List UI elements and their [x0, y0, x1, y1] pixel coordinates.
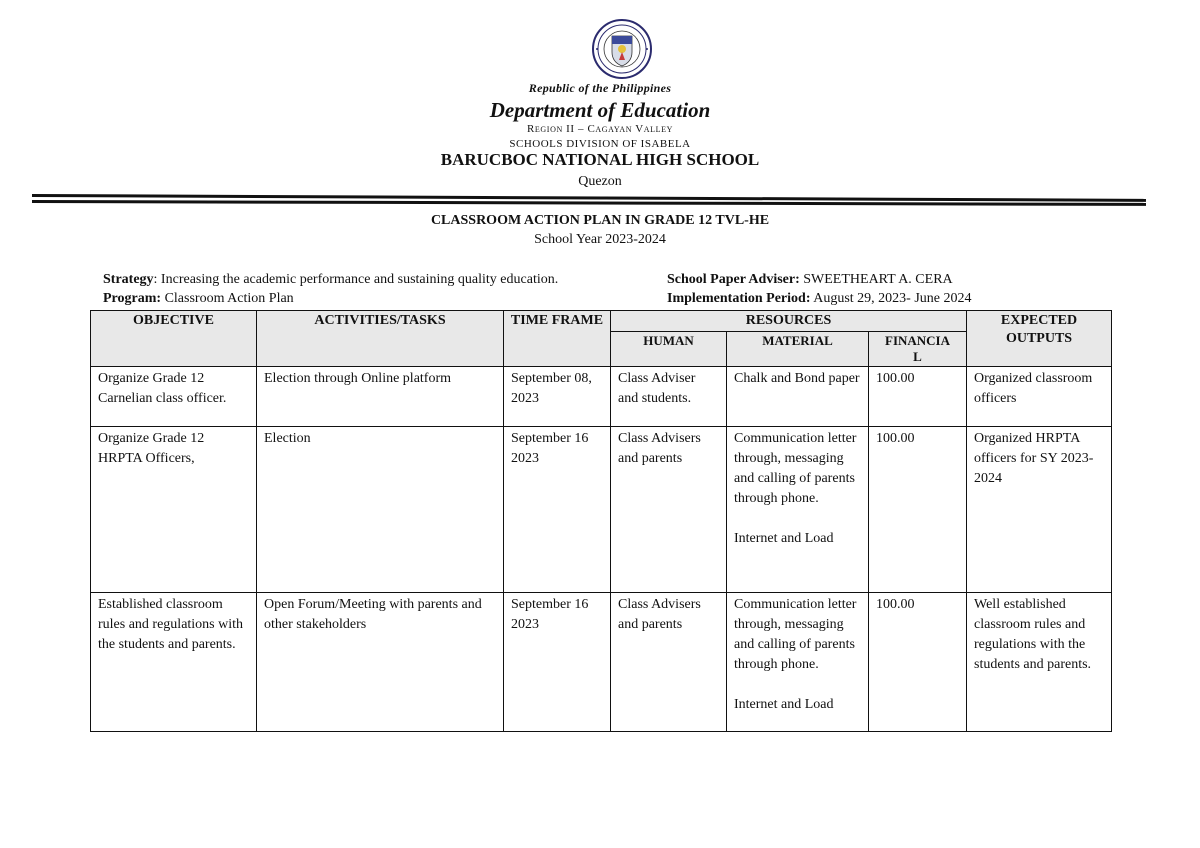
action-plan-table — [90, 310, 1112, 732]
division-heading: SCHOOLS DIVISION OF ISABELA — [509, 138, 691, 150]
cell-material-extra: Internet and Load — [734, 697, 834, 712]
adviser-value: SWEETHEART A. CERA — [799, 272, 953, 287]
deped-seal-logo — [586, 18, 658, 80]
period-value: August 29, 2023- June 2024 — [810, 291, 972, 306]
cell-material-text: Communication letter through, messaging and calling of parents through phone. — [734, 431, 857, 506]
cell-activities: Open Forum/Meeting with parents and other stakeholders — [257, 593, 504, 732]
cell-time-frame: September 16 2023 — [504, 593, 611, 732]
adviser-label: School Paper Adviser: — [667, 272, 800, 287]
header-activities: ACTIVITIES/TASKS — [257, 311, 504, 367]
header-material: MATERIAL — [727, 332, 869, 367]
cell-objective: Organize Grade 12 Carnelian class officer. — [91, 367, 257, 427]
adviser-line — [667, 272, 953, 288]
program-label: Program: — [103, 291, 162, 306]
table-row — [91, 427, 1112, 593]
cell-material — [727, 427, 869, 593]
period-label: Implementation Period: — [667, 291, 811, 306]
program-line — [103, 291, 294, 307]
header-financial-line2: L — [913, 349, 922, 364]
plan-title: CLASSROOM ACTION PLAN IN GRADE 12 TVL-HE — [430, 213, 770, 228]
cell-financial: 100.00 — [869, 367, 967, 427]
cell-time-frame: September 16 2023 — [504, 427, 611, 593]
cell-activities: Election — [257, 427, 504, 593]
strategy-line — [103, 272, 558, 288]
strategy-value: : Increasing the academic performance and sustaining quality education. — [153, 272, 559, 287]
cell-expected: Organized HRPTA officers for SY 2023-2024 — [967, 427, 1112, 593]
period-line — [667, 291, 971, 307]
header-objective: OBJECTIVE — [91, 311, 257, 367]
cell-objective: Organize Grade 12 HRPTA Officers, — [91, 427, 257, 593]
school-town: Quezon — [578, 174, 622, 189]
cell-material — [727, 367, 869, 427]
cell-expected: Organized classroom officers — [967, 367, 1112, 427]
school-name: BARUCBOC NATIONAL HIGH SCHOOL — [440, 150, 760, 169]
cell-expected: Well established classroom rules and regulations with the students and parents. — [967, 593, 1112, 732]
program-value: Classroom Action Plan — [161, 291, 294, 306]
header-resources: RESOURCES — [611, 311, 967, 332]
cell-financial: 100.00 — [869, 427, 967, 593]
cell-human: Class Advisers and parents — [611, 427, 727, 593]
cell-human: Class Adviser and students. — [611, 367, 727, 427]
cell-material-extra: Internet and Load — [734, 531, 834, 546]
header-human: HUMAN — [611, 332, 727, 367]
cell-material-text: Communication letter through, messaging and calling of parents through phone. — [734, 597, 857, 672]
school-year: School Year 2023-2024 — [534, 232, 666, 247]
cell-objective: Established classroom rules and regulations with the students and parents. — [91, 593, 257, 732]
department-heading: Department of Education — [489, 98, 711, 122]
cell-material — [727, 593, 869, 732]
region-heading: Region II – Cagayan Valley — [527, 123, 673, 135]
republic-heading: Republic of the Philippines — [528, 81, 672, 95]
header-financial-line1: FINANCIA — [885, 333, 950, 348]
cell-human: Class Advisers and parents — [611, 593, 727, 732]
strategy-label: Strategy — [103, 272, 154, 287]
cell-activities: Election through Online platform — [257, 367, 504, 427]
header-time-frame: TIME FRAME — [504, 311, 611, 367]
cell-material-text: Chalk and Bond paper — [734, 371, 860, 386]
cell-time-frame: September 08, 2023 — [504, 367, 611, 427]
cell-financial: 100.00 — [869, 593, 967, 732]
header-expected-outputs: EXPECTED OUTPUTS — [967, 311, 1112, 367]
header-financial — [869, 332, 967, 367]
table-row — [91, 593, 1112, 732]
table-row — [91, 367, 1112, 427]
